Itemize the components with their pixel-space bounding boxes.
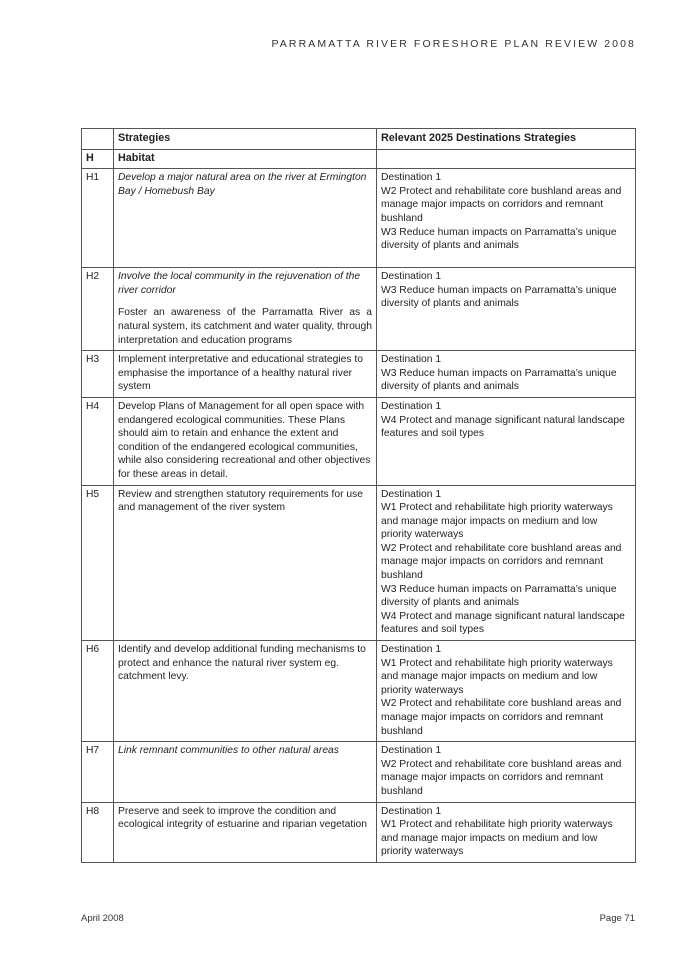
strategy-cell	[114, 268, 377, 351]
destination-item: W3 Reduce human impacts on Parramatta’s unique diversity of plants and animals	[381, 284, 617, 310]
table-row	[82, 169, 636, 268]
destination-item: W2 Protect and rehabilitate core bushland areas and manage major impacts on corridors and remnant bushland	[381, 698, 622, 737]
destinations-cell	[377, 268, 636, 351]
table-row	[82, 641, 636, 742]
strategy-text: Foster an awareness of the Parramatta River as a natural system, its catchment and water quality, through interpretation and education programs	[118, 307, 372, 346]
row-code: H1	[82, 169, 114, 268]
destination-label: Destination 1	[381, 644, 442, 656]
strategy-text: Develop Plans of Management for all open space with endangered ecological communities. These Plans should aim to retain and enhance the extent and condition of the endangered ecological communities, while also considering recreational and other objectives for these areas in detail.	[118, 400, 371, 480]
table-row	[82, 351, 636, 398]
destination-item: W1 Protect and rehabilitate high priority waterways and manage major impacts on medium and low priority waterways	[381, 657, 613, 696]
destinations-cell	[377, 397, 636, 485]
destinations-cell	[377, 485, 636, 641]
row-code: H6	[82, 641, 114, 742]
footer-date: April 2008	[81, 913, 124, 924]
habitat-strategies-table	[81, 128, 636, 863]
column-header-code	[82, 129, 114, 150]
destination-label: Destination 1	[381, 271, 442, 283]
strategy-text: Identify and develop additional funding mechanisms to protect and enhance the natural river system eg. catchment levy.	[118, 644, 366, 683]
table-row	[82, 742, 636, 802]
destinations-cell	[377, 169, 636, 268]
destination-item: W2 Protect and rehabilitate core bushland areas and manage major impacts on corridors and remnant bushland	[381, 758, 622, 797]
section-label: Habitat	[114, 149, 377, 169]
column-header-destinations: Relevant 2025 Destinations Strategies	[377, 129, 636, 150]
destination-item: W1 Protect and rehabilitate high priority waterways and manage major impacts on medium and low priority waterways	[381, 819, 613, 858]
strategy-text: Link remnant communities to other natural areas	[118, 745, 339, 757]
table-row	[82, 802, 636, 862]
destinations-cell	[377, 641, 636, 742]
strategy-text: Review and strengthen statutory requirements for use and management of the river system	[118, 488, 363, 514]
column-header-strategies: Strategies	[114, 129, 377, 150]
destination-label: Destination 1	[381, 805, 442, 817]
row-code: H5	[82, 485, 114, 641]
destination-item: W3 Reduce human impacts on Parramatta’s unique diversity of plants and animals	[381, 583, 617, 609]
destination-label: Destination 1	[381, 172, 442, 184]
section-row-habitat	[82, 149, 636, 169]
destination-item: W3 Reduce human impacts on Parramatta’s unique diversity of plants and animals	[381, 226, 617, 252]
row-code: H8	[82, 802, 114, 862]
row-code: H3	[82, 351, 114, 398]
strategy-cell	[114, 641, 377, 742]
strategy-text: Involve the local community in the rejuvenation of the river corridor	[118, 271, 361, 296]
section-empty-cell	[377, 149, 636, 169]
section-code: H	[82, 149, 114, 169]
destinations-cell	[377, 742, 636, 802]
destination-label: Destination 1	[381, 488, 442, 500]
table-row	[82, 485, 636, 641]
destination-item: W3 Reduce human impacts on Parramatta’s unique diversity of plants and animals	[381, 367, 617, 393]
strategy-cell	[114, 169, 377, 268]
table-row	[82, 397, 636, 485]
destination-label: Destination 1	[381, 354, 442, 366]
destination-label: Destination 1	[381, 745, 442, 757]
destinations-cell	[377, 802, 636, 862]
footer-page-number: Page 71	[599, 913, 635, 924]
strategy-text: Implement interpretative and educational strategies to emphasise the importance of a healthy natural river system	[118, 354, 363, 393]
strategy-cell	[114, 485, 377, 641]
table-header-row	[82, 129, 636, 150]
destinations-cell	[377, 351, 636, 398]
row-code: H4	[82, 397, 114, 485]
table-row	[82, 268, 636, 351]
destination-item: W2 Protect and rehabilitate core bushland areas and manage major impacts on corridors and remnant bushland	[381, 542, 622, 582]
row-code: H2	[82, 268, 114, 351]
row-code: H7	[82, 742, 114, 802]
strategy-cell	[114, 351, 377, 398]
destination-item: W4 Protect and manage significant natural landscape features and soil types	[381, 610, 625, 636]
destination-item: W1 Protect and rehabilitate high priority waterways and manage major impacts on medium and low priority waterways	[381, 502, 613, 541]
strategy-cell	[114, 397, 377, 485]
strategy-cell	[114, 802, 377, 862]
destination-item: W4 Protect and manage significant natural landscape features and soil types	[381, 414, 625, 440]
strategy-cell	[114, 742, 377, 802]
destination-item: W2 Protect and rehabilitate core bushland areas and manage major impacts on corridors and remnant bushland	[381, 185, 622, 224]
strategy-text: Preserve and seek to improve the condition and ecological integrity of estuarine and riparian vegetation	[118, 805, 367, 831]
running-header: PARRAMATTA RIVER FORESHORE PLAN REVIEW 2008	[271, 38, 636, 50]
strategy-text: Develop a major natural area on the river at Ermington Bay / Homebush Bay	[118, 172, 367, 197]
destination-label: Destination 1	[381, 400, 442, 412]
